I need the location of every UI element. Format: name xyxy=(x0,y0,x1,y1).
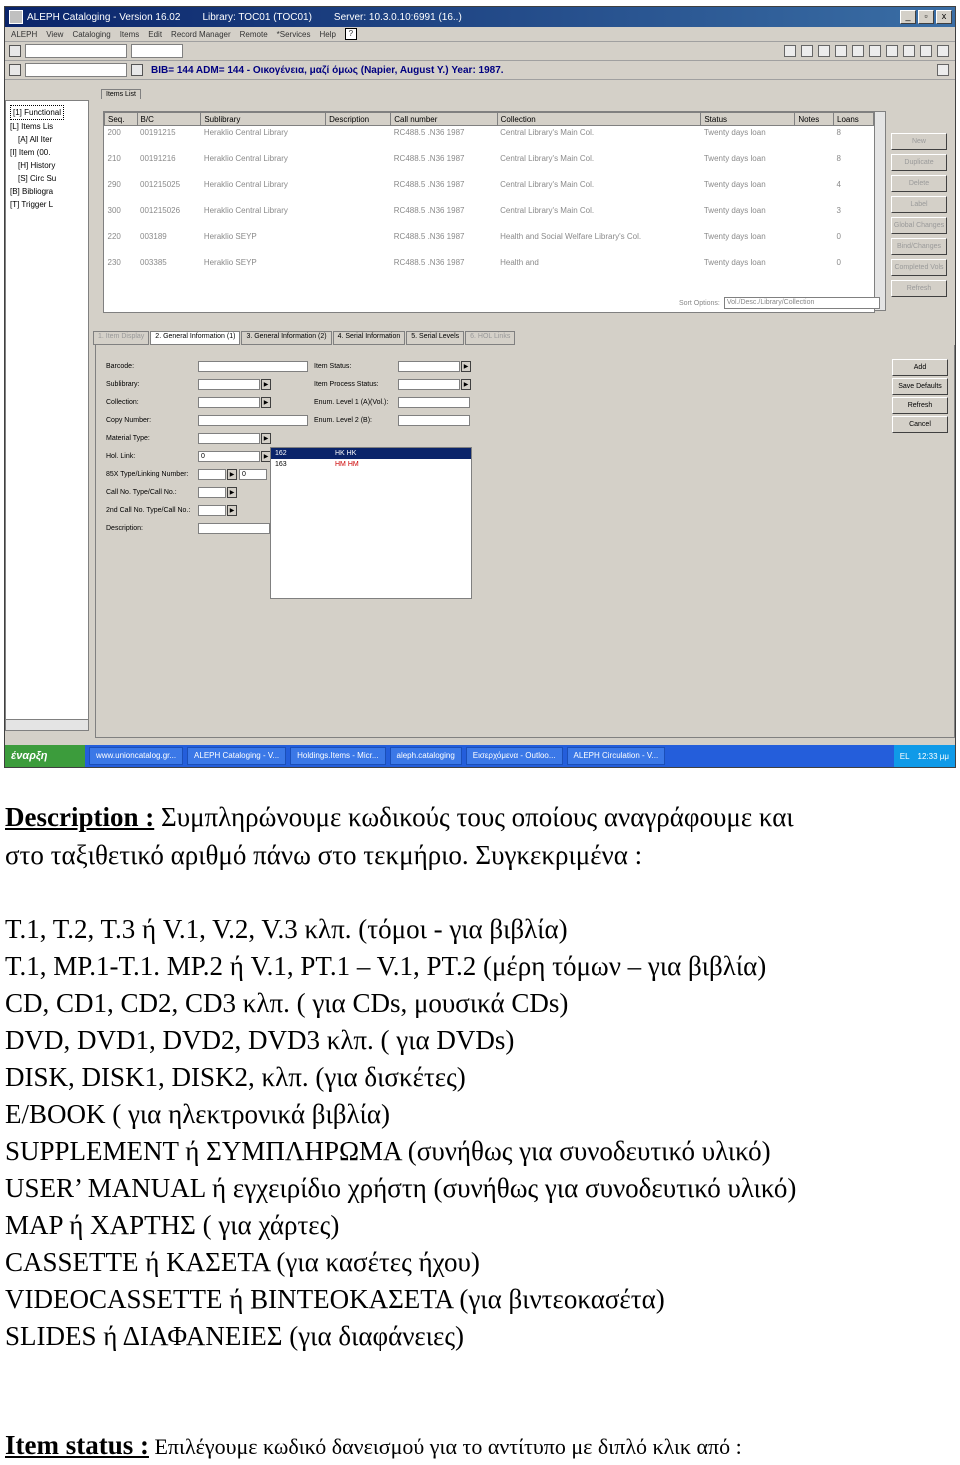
menu-remote[interactable]: Remote xyxy=(239,29,268,39)
table-cell: Central Library's Main Col. xyxy=(500,128,595,137)
item-process-status-label: Item Process Status: xyxy=(314,381,379,388)
description-label: Description: xyxy=(106,525,143,532)
second-call-no-dropdown-icon[interactable]: ▶ xyxy=(227,505,237,516)
code-line: MAP ή ΧΑΡΤΗΣ ( για χάρτες) xyxy=(5,1210,340,1240)
items-side-button[interactable]: Bind/Changes xyxy=(891,238,947,255)
taskbar-item[interactable]: aleph.cataloging xyxy=(390,747,462,765)
items-side-button[interactable]: Completed Vols xyxy=(891,259,947,276)
tool-icon-4[interactable] xyxy=(835,45,847,57)
table-cell: Twenty days loan xyxy=(703,180,766,189)
app-icon xyxy=(9,10,23,24)
menu-services[interactable]: *Services xyxy=(276,29,311,39)
table-cell: 003385 xyxy=(140,258,167,267)
grid-column-header[interactable]: Description xyxy=(326,113,391,126)
table-cell: Heraklio Central Library xyxy=(203,180,288,189)
table-cell: RC488.5 .N36 1987 xyxy=(393,154,465,163)
menu-bar xyxy=(5,27,955,42)
menu-edit[interactable]: Edit xyxy=(148,29,163,39)
form-tab[interactable]: 2. General Information (1) xyxy=(150,331,240,345)
grid-column-header[interactable]: Sublibrary xyxy=(201,113,326,126)
grid-column-header[interactable]: Status xyxy=(701,113,795,126)
table-cell: RC488.5 .N36 1987 xyxy=(393,258,465,267)
tree-node[interactable]: [H] History xyxy=(18,161,56,170)
description-input[interactable] xyxy=(198,523,270,534)
cancel-button[interactable]: Cancel xyxy=(892,416,948,433)
refresh-button[interactable]: Refresh xyxy=(892,397,948,414)
items-list-tab[interactable]: Items List xyxy=(101,89,141,99)
save-icon[interactable] xyxy=(9,45,21,57)
code-line: DVD, DVD1, DVD2, DVD3 κλπ. ( για DVDs) xyxy=(5,1025,515,1055)
aleph-window xyxy=(4,6,956,768)
tree-node[interactable]: [A] All Iter xyxy=(18,135,53,144)
table-cell: 8 xyxy=(836,154,841,163)
enum-level-1-label: Enum. Level 1 (A)(Vol.): xyxy=(314,399,389,406)
table-cell xyxy=(326,152,391,178)
enum-level-2-label: Enum. Level 2 (B): xyxy=(314,417,372,424)
code-line: USER’ MANUAL ή εγχειρίδιο χρήστη (συνήθως για συνοδευτικό υλικό) xyxy=(5,1173,797,1203)
tool-icon-10[interactable] xyxy=(937,45,949,57)
tool-icon-6[interactable] xyxy=(869,45,881,57)
record-nav-icon[interactable] xyxy=(131,64,143,76)
tool-icon-1[interactable] xyxy=(784,45,796,57)
record-bar-icon[interactable] xyxy=(937,64,949,76)
call-no-label: Call No. Type/Call No.: xyxy=(106,489,177,496)
close-button[interactable]: x xyxy=(936,10,952,24)
code-line: VIDEOCASSETTE ή ΒΙΝΤΕΟΚΑΣΕΤΑ (για βιντεοκασέτα) xyxy=(5,1284,665,1314)
second-call-no-type-input[interactable] xyxy=(198,505,226,516)
collection-label: Collection: xyxy=(106,399,139,406)
call-no-type-input[interactable] xyxy=(198,487,226,498)
collection-input[interactable] xyxy=(198,397,260,408)
table-cell: 001215026 xyxy=(140,206,181,215)
enum-level-1-input[interactable] xyxy=(398,397,470,408)
tool-icon-3[interactable] xyxy=(818,45,830,57)
table-row[interactable] xyxy=(105,126,874,153)
tree-node[interactable]: [L] Items Lis xyxy=(10,122,54,131)
table-cell: Twenty days loan xyxy=(703,128,766,137)
item-status-label: Item Status: xyxy=(314,363,352,370)
tool-icon-8[interactable] xyxy=(903,45,915,57)
menu-record-manager[interactable]: Record Manager xyxy=(171,29,231,39)
table-cell: Heraklio SEYP xyxy=(203,258,257,267)
collection-dropdown-icon[interactable]: ▶ xyxy=(261,397,271,408)
table-cell: RC488.5 .N36 1987 xyxy=(393,180,465,189)
tool-icon-5[interactable] xyxy=(852,45,864,57)
code-line: DISK, DISK1, DISK2, κλπ. (για δισκέτες) xyxy=(5,1062,466,1092)
table-row[interactable] xyxy=(105,178,874,204)
sort-options xyxy=(679,297,880,309)
table-cell: 00191216 xyxy=(140,154,176,163)
table-cell: Central Library's Main Col. xyxy=(500,154,595,163)
table-cell: Twenty days loan xyxy=(703,232,766,241)
barcode-input[interactable] xyxy=(198,361,308,372)
table-cell: 300 xyxy=(107,206,121,215)
items-side-buttons xyxy=(891,133,947,297)
table-cell: 200 xyxy=(107,128,121,137)
table-cell: 4 xyxy=(836,180,841,189)
table-cell: Heraklio Central Library xyxy=(203,206,288,215)
tool-icon-7[interactable] xyxy=(886,45,898,57)
sublibrary-popup-list xyxy=(270,447,472,599)
table-cell xyxy=(795,152,834,178)
table-cell: RC488.5 .N36 1987 xyxy=(393,128,465,137)
item-status-body: Επιλέγουμε κωδικό δανεισμού για το αντίτυπο με διπλό κλικ από : xyxy=(148,1434,742,1459)
table-row[interactable] xyxy=(105,256,874,282)
table-cell: 210 xyxy=(107,154,121,163)
table-cell: RC488.5 .N36 1987 xyxy=(393,232,465,241)
sublibrary-input[interactable] xyxy=(198,379,260,390)
tree-node[interactable]: [T] Trigger L xyxy=(10,200,54,209)
table-cell: 290 xyxy=(107,180,121,189)
table-cell: Heraklio Central Library xyxy=(203,154,288,163)
table-cell: 003189 xyxy=(140,232,167,241)
save-defaults-button[interactable]: Save Defaults xyxy=(892,378,948,395)
tree-node[interactable]: [S] Circ Su xyxy=(18,174,57,183)
toolbar-field-2[interactable] xyxy=(131,44,183,58)
sublibrary-dropdown-icon[interactable]: ▶ xyxy=(261,379,271,390)
form-tabs xyxy=(93,331,955,345)
menu-view[interactable]: View xyxy=(46,29,64,39)
tree-scrollbar[interactable] xyxy=(5,719,89,731)
form-tab[interactable]: 5. Serial Levels xyxy=(406,331,464,345)
code-line: CD, CD1, CD2, CD3 κλπ. ( για CDs, μουσικά CDs) xyxy=(5,988,569,1018)
second-call-no-label: 2nd Call No. Type/Call No.: xyxy=(106,507,191,514)
title-bar xyxy=(5,7,955,27)
grid-column-header[interactable]: Collection xyxy=(497,113,701,126)
toolbar xyxy=(5,42,955,61)
table-cell: Twenty days loan xyxy=(703,258,766,267)
menu-aleph[interactable]: ALEPH xyxy=(11,29,38,39)
table-cell: Health and xyxy=(500,258,539,267)
linking-dropdown-icon[interactable]: ▶ xyxy=(227,469,237,480)
title-server: Server: 10.3.0.10:6991 (16..) xyxy=(333,11,462,23)
minimize-button[interactable]: _ xyxy=(900,10,916,24)
barcode-label: Barcode: xyxy=(106,363,135,370)
menu-items[interactable]: Items xyxy=(119,29,140,39)
code-line: T.1, MP.1-T.1. MP.2 ή V.1, PT.1 – V.1, PT.2 (μέρη τόμων – για βιβλία) xyxy=(5,951,767,981)
table-cell: Heraklio Central Library xyxy=(203,128,288,137)
table-row[interactable] xyxy=(105,152,874,178)
start-button[interactable]: έναρξη xyxy=(5,745,85,767)
linking-type-input[interactable] xyxy=(198,469,226,480)
taskbar-item[interactable]: Εισερχόμενα - Outloo... xyxy=(466,747,563,765)
item-process-status-dropdown-icon[interactable]: ▶ xyxy=(461,379,471,390)
sublibrary-label: Sublibrary: xyxy=(106,381,140,388)
table-cell: 220 xyxy=(107,232,121,241)
grid-scrollbar[interactable] xyxy=(874,111,886,311)
windows-taskbar xyxy=(5,745,955,767)
form-tab[interactable]: 6. HOL Links xyxy=(465,331,515,345)
code-line: CASSETTE ή ΚΑΣΕΤΑ (για κασέτες ήχου) xyxy=(5,1247,480,1277)
toolbar-field[interactable] xyxy=(25,44,127,58)
form-tab[interactable]: 3. General Information (2) xyxy=(241,331,331,345)
clock: 12:33 μμ xyxy=(917,751,949,761)
table-cell: Twenty days loan xyxy=(703,154,766,163)
hol-link-label: Hol. Link: xyxy=(106,453,136,460)
table-cell xyxy=(795,126,834,153)
linking-number-input[interactable]: 0 xyxy=(239,469,267,480)
item-process-status-input[interactable] xyxy=(398,379,460,390)
table-cell xyxy=(326,178,391,204)
table-cell: Central Library's Main Col. xyxy=(500,206,595,215)
add-button[interactable]: Add xyxy=(892,359,948,376)
enum-level-2-input[interactable] xyxy=(398,415,470,426)
material-type-dropdown-icon[interactable]: ▶ xyxy=(261,433,271,444)
hol-link-input[interactable]: 0 xyxy=(198,451,260,462)
code-line: T.1, T.2, T.3 ή V.1, V.2, V.3 κλπ. (τόμοι - για βιβλία) xyxy=(5,914,568,944)
item-status-line xyxy=(5,1430,742,1462)
code-line: E/BOOK ( για ηλεκτρονικά βιβλία) xyxy=(5,1099,391,1129)
menu-cataloging[interactable]: Cataloging xyxy=(72,29,111,39)
taskbar-item[interactable]: www.unioncatalog.gr... xyxy=(89,747,183,765)
code-line: SLIDES ή ΔΙΑΦΑΝΕΙΕΣ (για διαφάνειες) xyxy=(5,1321,465,1351)
table-cell xyxy=(326,126,391,153)
form-tab[interactable]: 4. Serial Information xyxy=(333,331,406,345)
tool-icon-2[interactable] xyxy=(801,45,813,57)
maximize-button[interactable]: ▫ xyxy=(918,10,934,24)
item-status-heading: Item status : xyxy=(5,1430,149,1460)
tree-node[interactable]: [I] Item (00. xyxy=(10,148,51,157)
table-cell xyxy=(326,230,391,256)
table-cell: Health and Social Welfare Library's Col. xyxy=(500,232,642,241)
table-cell: Heraklio SEYP xyxy=(203,232,257,241)
description-line xyxy=(5,802,794,832)
record-bar xyxy=(5,61,955,80)
material-type-label: Material Type: xyxy=(106,435,150,442)
table-cell: 8 xyxy=(836,128,841,137)
item-status-input[interactable] xyxy=(398,361,460,372)
table-cell: Central Library's Main Col. xyxy=(500,180,595,189)
sort-label: Sort Options: xyxy=(679,299,720,307)
table-cell xyxy=(795,230,834,256)
items-side-button[interactable]: Label xyxy=(891,196,947,213)
description-body: Συμπληρώνουμε κωδικούς τους οποίους αναγράφουμε και xyxy=(154,802,794,832)
form-tab[interactable]: 1. Item Display xyxy=(93,331,149,345)
table-cell xyxy=(795,256,834,282)
items-side-button[interactable]: Duplicate xyxy=(891,154,947,171)
popup-option[interactable]: 163 HM HM xyxy=(275,461,359,468)
items-side-button[interactable]: Refresh xyxy=(891,280,947,297)
table-cell xyxy=(795,178,834,204)
table-cell: 001215025 xyxy=(140,180,181,189)
call-no-dropdown-icon[interactable]: ▶ xyxy=(227,487,237,498)
copy-number-input[interactable] xyxy=(198,415,308,426)
table-row[interactable] xyxy=(105,204,874,230)
hol-link-dropdown-icon[interactable]: ▶ xyxy=(261,451,271,462)
help-icon[interactable]: ? xyxy=(345,28,357,40)
title-version: ALEPH Cataloging - Version 16.02 xyxy=(27,11,181,23)
taskbar-item[interactable]: Holdings.Items - Micr... xyxy=(290,747,385,765)
code-line: SUPPLEMENT ή ΣΥΜΠΛΗΡΩΜΑ (συνήθως για συνοδευτικό υλικό) xyxy=(5,1136,771,1166)
popup-option[interactable]: 162 HK HK xyxy=(271,448,471,459)
grid-column-header[interactable]: B/C xyxy=(137,113,201,126)
material-type-input[interactable] xyxy=(198,433,260,444)
table-cell: 0 xyxy=(836,258,841,267)
grid-column-header[interactable]: Notes xyxy=(795,113,834,126)
table-cell: 230 xyxy=(107,258,121,267)
sort-select[interactable]: Vol./Desc./Library/Collection xyxy=(724,297,880,309)
record-title: BIB= 144 ADM= 144 - Οικογένεια, μαζί όμως (Napier, August Y.) Year: 1987. xyxy=(151,64,504,76)
system-tray xyxy=(894,745,955,767)
grid-column-header[interactable]: Call number xyxy=(391,113,497,126)
table-cell: 00191215 xyxy=(140,128,176,137)
table-cell: 0 xyxy=(836,232,841,241)
items-side-button[interactable]: Global Changes xyxy=(891,217,947,234)
item-form xyxy=(95,345,955,738)
table-cell xyxy=(326,256,391,282)
record-field[interactable] xyxy=(25,63,127,77)
taskbar-item[interactable]: ALEPH Circulation - V... xyxy=(567,747,666,765)
items-grid xyxy=(103,111,875,313)
description-line-2: στο ταξιθετικό αριθμό πάνω στο τεκμήριο. Συγκεκριμένα : xyxy=(5,840,643,870)
table-cell xyxy=(326,204,391,230)
tool-icon-9[interactable] xyxy=(920,45,932,57)
navigation-tree xyxy=(5,100,89,720)
table-cell xyxy=(795,204,834,230)
taskbar-item[interactable]: ALEPH Cataloging - V... xyxy=(187,747,286,765)
tree-node[interactable]: [B] Bibliogra xyxy=(10,187,54,196)
tree-node[interactable]: [1] Functional xyxy=(6,105,88,120)
copy-number-label: Copy Number: xyxy=(106,417,152,424)
item-status-dropdown-icon[interactable]: ▶ xyxy=(461,361,471,372)
table-cell: 3 xyxy=(836,206,841,215)
linking-number-label: 85X Type/Linking Number: xyxy=(106,471,189,478)
table-cell: RC488.5 .N36 1987 xyxy=(393,206,465,215)
language-indicator[interactable]: EL xyxy=(899,751,910,761)
grid-column-header[interactable]: Loans xyxy=(834,113,874,126)
title-library: Library: TOC01 (TOC01) xyxy=(202,11,312,23)
items-side-button[interactable]: New xyxy=(891,133,947,150)
record-icon[interactable] xyxy=(9,64,21,76)
table-cell: Twenty days loan xyxy=(703,206,766,215)
table-row[interactable] xyxy=(105,230,874,256)
description-heading: Description : xyxy=(5,802,155,832)
menu-help[interactable]: Help xyxy=(319,29,336,39)
main-pane xyxy=(93,87,955,737)
items-side-button[interactable]: Delete xyxy=(891,175,947,192)
grid-column-header[interactable]: Seq. xyxy=(105,113,138,126)
